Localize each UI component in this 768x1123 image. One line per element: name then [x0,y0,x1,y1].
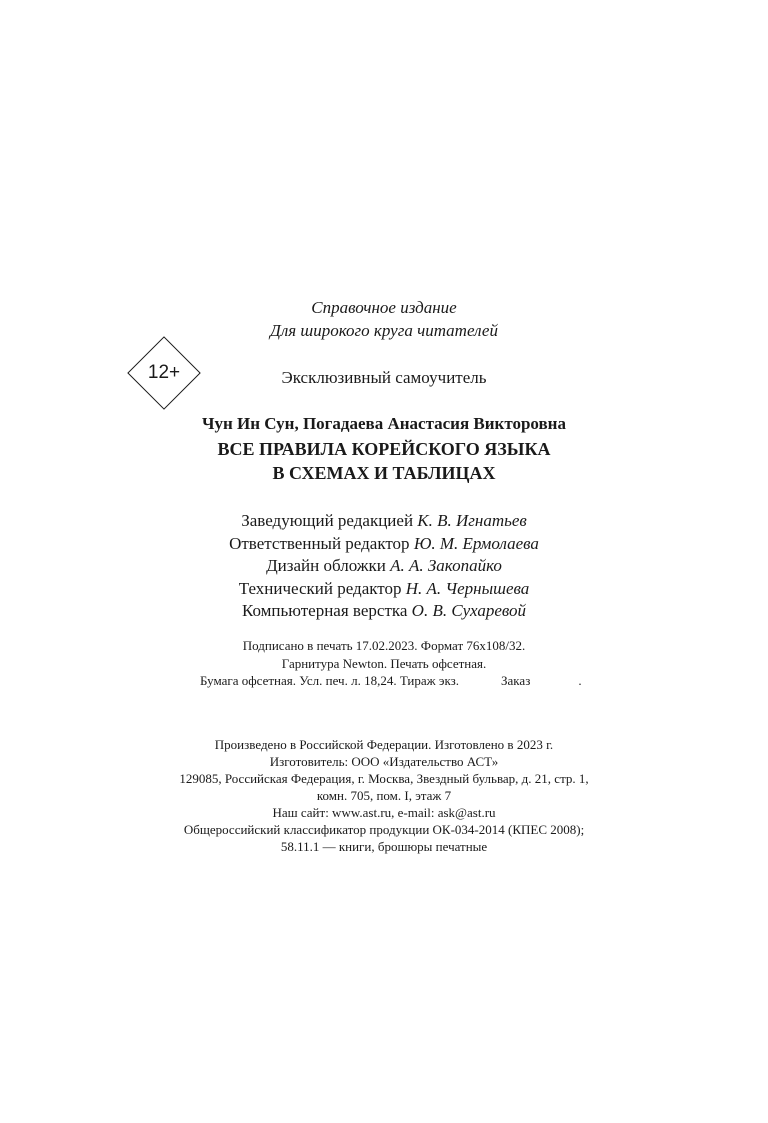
credit-name: К. В. Игнатьев [417,511,527,530]
book-title-line1: ВСЕ ПРАВИЛА КОРЕЙСКОГО ЯЗЫКА [217,439,551,459]
credit-role: Компьютерная верстка [241,601,408,620]
credit-role: Заведующий редакцией [241,511,414,530]
credit-line [0,601,768,621]
credit-name: О. В. Сухаревой [411,601,527,620]
imprint-order-end: . [578,673,582,688]
imprint-line: Гарнитура Newton. Печать офсетная. [281,656,487,671]
producer-line: Произведено в Российской Федерации. Изготовлено в 2023 г. [214,737,554,752]
credit-role: Ответственный редактор [229,534,410,553]
authors: Чун Ин Сун, Погадаева Анастасия Викторовна [202,414,566,433]
credit-line [0,511,768,531]
book-title-line2: В СХЕМАХ И ТАБЛИЦАХ [272,463,496,483]
credit-line [0,534,768,554]
credit-line [0,556,768,576]
audience: Для широкого круга читателей [270,321,498,340]
producer-line: 58.11.1 — книги, брошюры печатные [280,839,488,854]
producer-line: Общероссийский классификатор продукции ОК-034-2014 (КПЕС 2008); [183,822,585,837]
imprint-line: Подписано в печать 17.02.2023. Формат 76x108/32. [242,638,526,653]
producer-line: 129085, Российская Федерация, г. Москва, Звездный бульвар, д. 21, стр. 1, [179,771,589,786]
credit-name: Ю. М. Ермолаева [413,534,539,553]
producer-contacts: Наш сайт: www.ast.ru, e-mail: ask@ast.ru [272,805,496,820]
imprint-order: Заказ [501,673,531,688]
age-rating: 12+ [147,362,181,383]
imprint-line [200,673,640,689]
series-name: Эксклюзивный самоучитель [281,368,487,387]
producer-line: комн. 705, пом. I, этаж 7 [316,788,452,803]
credit-line [0,579,768,599]
imprint-paper: Бумага офсетная. Усл. печ. л. 18,24. Тираж экз. [200,673,460,688]
credit-name: А. А. Закопайко [390,556,502,575]
credit-role: Технический редактор [238,579,402,598]
edition-type: Справочное издание [311,298,457,317]
credit-role: Дизайн обложки [266,556,386,575]
producer-line: Изготовитель: ООО «Издательство АСТ» [269,754,499,769]
credit-name: Н. А. Чернышева [405,579,530,598]
